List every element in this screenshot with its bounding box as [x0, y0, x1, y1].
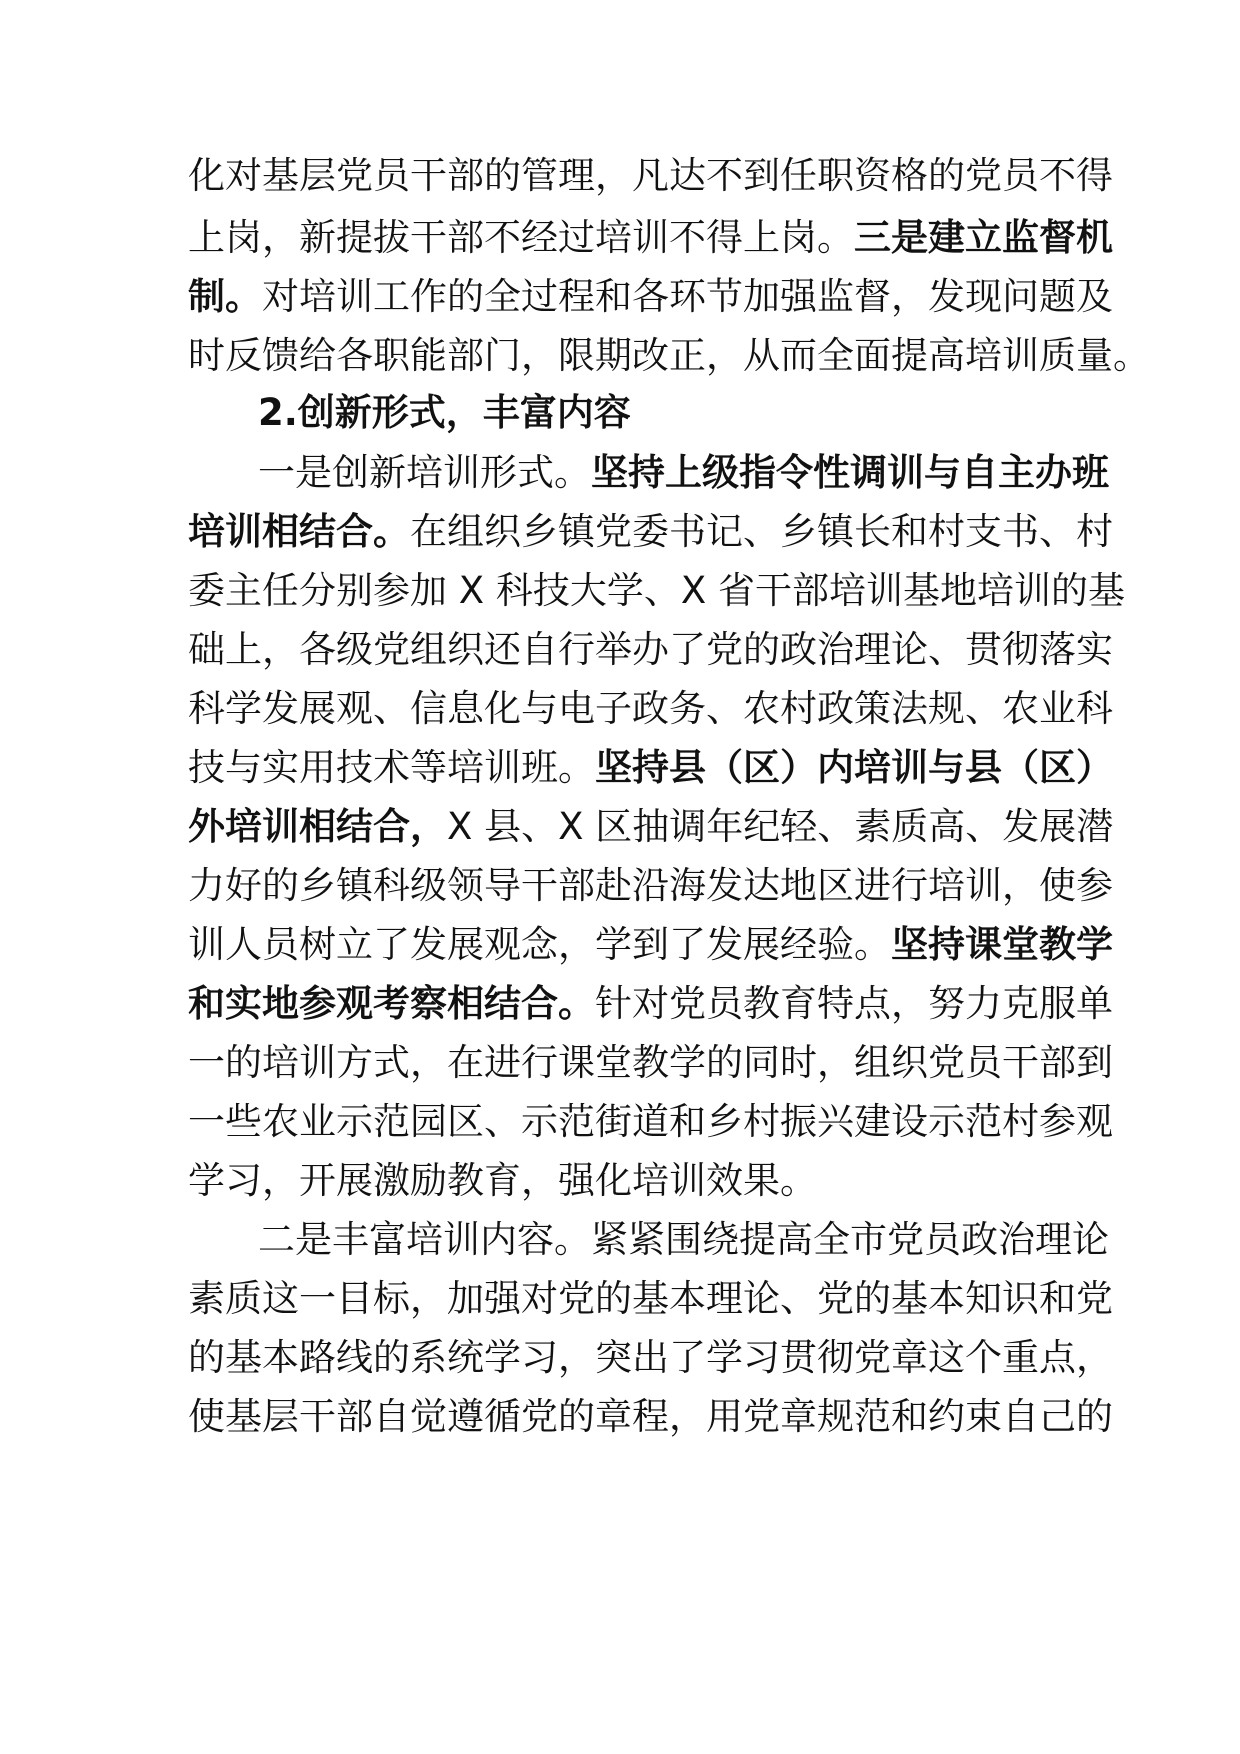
text-segment: 化对基层党员干部的管理，凡达不到任职资格的党员不得 [188, 154, 1113, 197]
bold-text-segment: 三是建立监督机 [854, 216, 1113, 259]
text-segment: 础上，各级党组织还自行举办了党的政治理论、贯彻落实 [188, 628, 1113, 671]
text-segment: 一的培训方式，在进行课堂教学的同时，组织党员干部到 [188, 1041, 1113, 1084]
text-line-18 [188, 1148, 1058, 1214]
text-segment: 针对党员教育特点，努力克服单 [595, 982, 1113, 1025]
text-line-7 [188, 499, 1113, 565]
text-segment: 使基层干部自觉遵循党的章程，用党章规范和约束自己的 [188, 1395, 1113, 1438]
text-line-2 [188, 205, 1113, 271]
text-segment: 对培训工作的全过程和各环节加强监督，发现问题及 [262, 275, 1113, 318]
text-segment: 在组织乡镇党委书记、乡镇长和村支书、村 [410, 510, 1113, 553]
text-line-12 [188, 794, 1114, 860]
text-line-21 [188, 1325, 1113, 1391]
text-line-9 [188, 617, 1113, 683]
section-heading [258, 380, 1058, 446]
text-line-1 [188, 143, 1113, 209]
text-segment: 学习，开展激励教育，强化培训效果。 [188, 1159, 817, 1202]
text-segment: 训人员树立了发展观念，学到了发展经验。 [188, 923, 891, 966]
text-segment: 科学发展观、信息化与电子政务、农村政策法规、农业科 [188, 687, 1113, 730]
text-segment: 技与实用技术等培训班。 [188, 746, 595, 789]
text-line-15 [188, 971, 1113, 1037]
text-segment: 一是创新培训形式。 [258, 451, 591, 494]
text-line-22 [188, 1384, 1113, 1450]
bold-text-segment: 坚持课堂教学 [891, 923, 1113, 966]
text-segment: 素质这一目标，加强对党的基本理论、党的基本知识和党 [188, 1277, 1113, 1320]
bold-text-segment: 和实地参观考察相结合。 [188, 982, 595, 1025]
text-line-14 [188, 912, 1113, 978]
text-segment: 二是丰富培训内容。紧紧围绕提高全市党员政治理论 [258, 1218, 1109, 1261]
bold-text-segment: 培训相结合。 [188, 510, 410, 553]
bold-text-segment: 2.创新形式，丰富内容 [258, 391, 631, 434]
text-line-6 [258, 440, 1109, 506]
text-line-8 [188, 558, 1125, 624]
text-line-20 [188, 1266, 1113, 1332]
text-line-19 [258, 1207, 1109, 1273]
text-line-13 [188, 853, 1113, 919]
bold-text-segment: 坚持上级指令性调训与自主办班 [591, 451, 1109, 494]
text-segment: 一些农业示范园区、示范街道和乡村振兴建设示范村参观 [188, 1100, 1113, 1143]
text-segment: 时反馈给各职能部门，限期改正，从而全面提高培训质量。 [188, 334, 1150, 377]
text-line-10 [188, 676, 1113, 742]
bold-text-segment: 外培训相结合， [188, 805, 447, 848]
text-segment: X 县、X 区抽调年纪轻、素质高、发展潜 [447, 805, 1114, 848]
bold-text-segment: 坚持县（区）内培训与县（区） [595, 746, 1113, 789]
text-line-3 [188, 264, 1113, 330]
text-segment: 上岗，新提拔干部不经过培训不得上岗。 [188, 216, 854, 259]
bold-text-segment: 制。 [188, 275, 262, 318]
text-line-16 [188, 1030, 1113, 1096]
text-segment: 力好的乡镇科级领导干部赴沿海发达地区进行培训，使参 [188, 864, 1113, 907]
text-line-17 [188, 1089, 1113, 1155]
text-segment: 的基本路线的系统学习，突出了学习贯彻党章这个重点， [188, 1336, 1113, 1379]
text-segment: 委主任分别参加 X 科技大学、X 省干部培训基地培训的基 [188, 569, 1125, 612]
text-line-11 [188, 735, 1113, 801]
